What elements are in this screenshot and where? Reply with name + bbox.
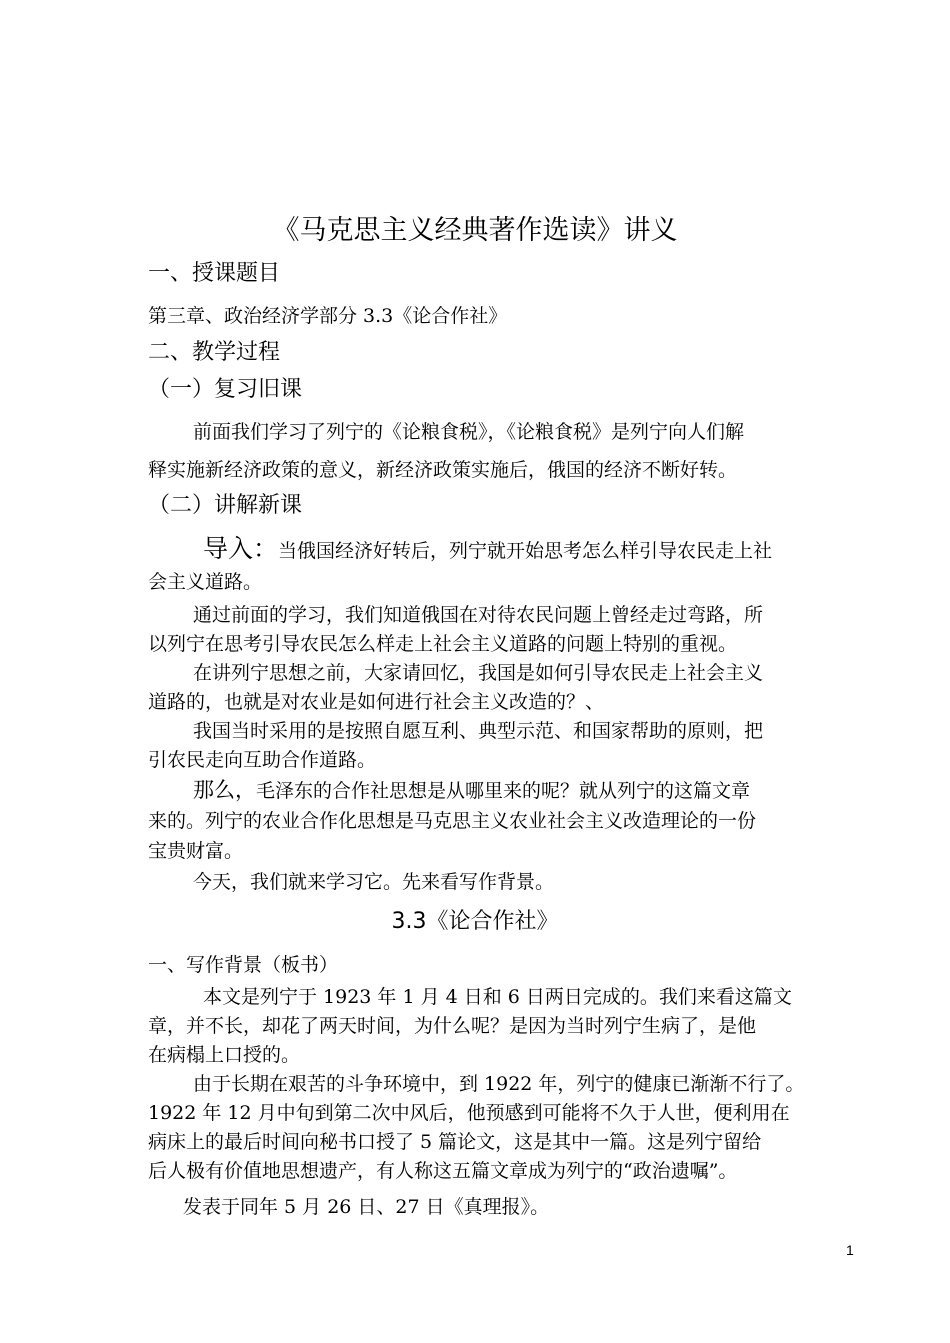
- paragraph-line: 我国当时采用的是按照自愿互利、典型示范、和国家帮助的原则，把: [193, 720, 764, 742]
- paragraph-line: 后人极有价值地思想遗产，有人称这五篇文章成为列宁的“政治遗嘱”。: [148, 1160, 738, 1182]
- paragraph-line: 道路的，也就是对农业是如何进行社会主义改造的？、: [148, 691, 605, 713]
- subheading-new-lesson: （二）讲解新课: [148, 493, 303, 518]
- paragraph-line: 由于长期在艰苦的斗争环境中，到 1922 年，列宁的健康已渐渐不行了。: [193, 1073, 805, 1095]
- paragraph-line: 发表于同年 5 月 26 日、27 日《真理报》。: [183, 1196, 550, 1218]
- intro-label: 导入：: [203, 534, 279, 563]
- article-title: 3.3《论合作社》: [391, 909, 559, 934]
- paragraph-line: 会主义道路。: [148, 571, 263, 593]
- paragraph-line: 释实施新经济政策的意义，新经济政策实施后，俄国的经济不断好转。: [148, 459, 738, 481]
- paragraph-line: 1922 年 12 月中旬到第二次中风后，他预感到可能将不久于人世，便利用在: [148, 1102, 790, 1124]
- paragraph-line: 病床上的最后时间向秘书口授了 5 篇论文，这是其中一篇。这是列宁留给: [148, 1131, 762, 1153]
- background-heading-note: （板书）: [262, 954, 339, 976]
- paragraph-text: 毛泽东的合作社思想是从哪里来的呢？就从列宁的这篇文章: [256, 780, 751, 802]
- paragraph-line: 以列宁在思考引导农民怎么样走上社会主义道路的问题上特别的重视。: [148, 633, 738, 655]
- paragraph-line: 在病榻上口授的。: [148, 1044, 301, 1066]
- background-heading: 一、写作背景: [148, 954, 263, 976]
- paragraph-line: 引农民走向互助合作道路。: [148, 749, 377, 771]
- document-title: 《马克思主义经典著作选读》讲义: [272, 215, 678, 246]
- paragraph-line: 今天，我们就来学习它。先来看写作背景。: [193, 871, 555, 893]
- paragraph-line: 宝贵财富。: [148, 840, 244, 862]
- emphasis-word: 那么，: [193, 778, 256, 802]
- intro-text: 当俄国经济好转后，列宁就开始思考怎么样引导农民走上社: [278, 540, 773, 562]
- paragraph-line: 前面我们学习了列宁的《论粮食税》，《论粮食税》是列宁向人们解: [193, 421, 745, 443]
- page-number: 1: [846, 1242, 854, 1258]
- topic-text: 第三章、政治经济学部分 3.3《论合作社》: [148, 305, 508, 327]
- paragraph-line: 章，并不长，却花了两天时间，为什么呢？是因为当时列宁生病了，是他: [148, 1015, 757, 1037]
- paragraph-line: 本文是列宁于 1923 年 1 月 4 日和 6 日两日完成的。我们来看这篇文: [203, 986, 792, 1008]
- paragraph-line: [193, 776, 750, 805]
- paragraph-line: 来的。列宁的农业合作化思想是马克思主义农业社会主义改造理论的一份: [148, 810, 757, 832]
- subheading-review: （一）复习旧课: [148, 377, 303, 402]
- section-heading-topic: 一、授课题目: [148, 261, 281, 286]
- background-heading-line: [148, 951, 338, 979]
- paragraph-line: 通过前面的学习，我们知道俄国在对待农民问题上曾经走过弯路，所: [193, 604, 764, 626]
- intro-line: [203, 535, 772, 565]
- paragraph-line: 在讲列宁思想之前，大家请回忆，我国是如何引导农民走上社会主义: [193, 662, 764, 684]
- section-heading-process: 二、教学过程: [148, 340, 281, 365]
